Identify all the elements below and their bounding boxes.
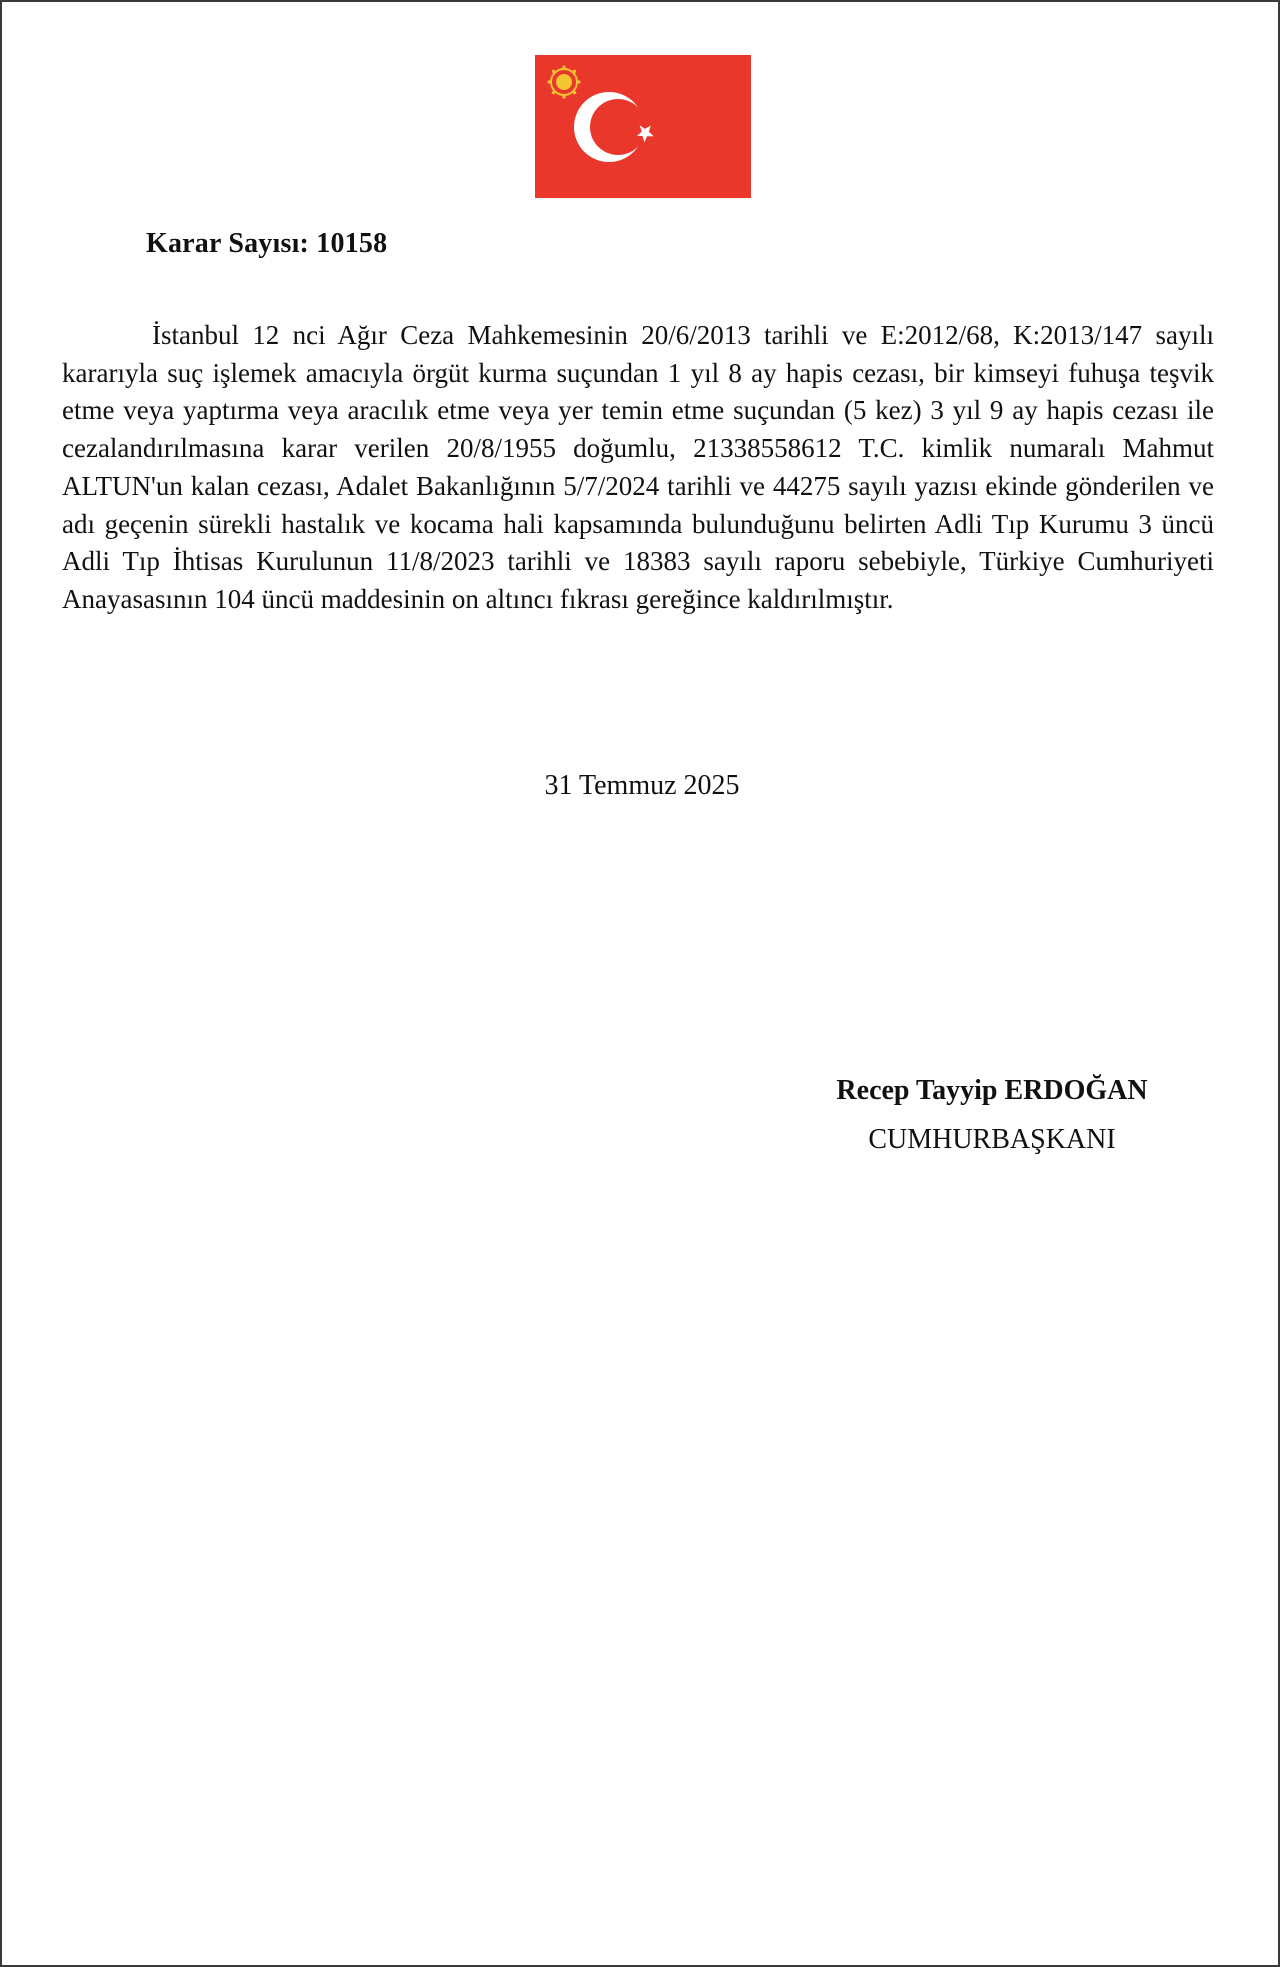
presidential-flag-emblem [535, 55, 751, 198]
decision-number-heading: Karar Sayısı: 10158 [146, 228, 388, 259]
decision-body-paragraph: İstanbul 12 nci Ağır Ceza Mahkemesinin 20/6/2013 tarihli ve E:2012/68, K:2013/147 sayılı kararıyla suç işlemek amacıyla örgüt kurma suçundan 1 yıl 8 ay hapis cezası, bir kimseyi fuhuşa teşvik etme veya yaptırma veya aracılık etme veya yer temin etme suçundan (5 kez) 3 yıl 9 ay hapis cezası ile cezalandırılmasına karar verilen 20/8/1955 doğumlu, 21338558612 T.C. kimlik numaralı Mahmut ALTUN'un kalan cezası, Adalet Bakanlığının 5/7/2024 tarihli ve 44275 sayılı yazısı ekinde gönderilen ve adı geçenin sürekli hastalık ve kocama hali kapsamında bulunduğunu belirten Adli Tıp Kurumu 3 üncü Adli Tıp İhtisas Kurulunun 11/8/2023 tarihli ve 18383 sayılı raporu sebebiyle, Türkiye Cumhuriyeti Anayasasının 104 üncü maddesinin on altıncı fıkrası gereğince kaldırılmıştır. [62, 320, 1214, 614]
turkish-flag-presidential-seal-icon [535, 55, 751, 198]
signatory-name: Recep Tayyip ERDOĞAN [836, 1075, 1148, 1106]
signatory-title: CUMHURBAŞKANI [868, 1124, 1116, 1155]
decision-date: 31 Temmuz 2025 [544, 770, 740, 801]
signature-block [782, 1071, 1202, 1160]
